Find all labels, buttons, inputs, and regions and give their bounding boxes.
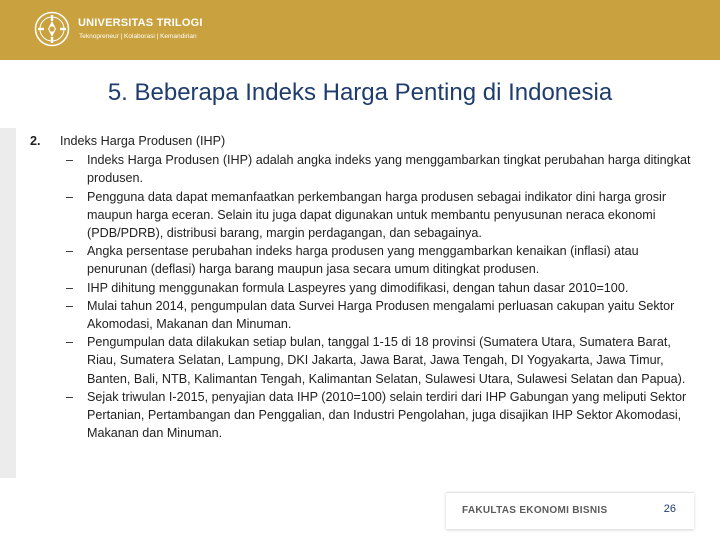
dash-marker: – <box>66 244 74 259</box>
bullet-text: Indeks Harga Produsen (IHP) adalah angka indeks yang menggambarkan tingkat perubahan harga ditingkat produsen. <box>87 153 691 186</box>
bullet-list <box>26 151 698 442</box>
bullet-text: Sejak triwulan I-2015, penyajian data IHP (2010=100) selain terdiri dari IHP Gabungan yang meliputi Sektor Pertanian, Pertambangan dan Penggalian, dan Industri Pengolahan, juga disajikan IHP Sektor Akomodasi, Makanan dan Minuman. <box>87 389 687 441</box>
section-item <box>26 132 698 150</box>
list-item <box>26 279 698 297</box>
list-item <box>26 151 698 187</box>
page-number: 26 <box>663 503 676 515</box>
dash-marker: – <box>66 298 74 313</box>
section-heading: Indeks Harga Produsen (IHP) <box>60 134 226 148</box>
list-item <box>26 388 698 443</box>
list-item <box>26 297 698 333</box>
list-item <box>26 242 698 278</box>
dash-marker: – <box>66 389 74 404</box>
slide-content <box>26 132 698 442</box>
bullet-text: Mulai tahun 2014, pengumpulan data Survei Harga Produsen mengalami perluasan cakupan yaitu Sektor Akomodasi, Makanan dan Minuman. <box>87 298 675 332</box>
bullet-text: IHP dihitung menggunakan formula Laspeyres yang dimodifikasi, dengan tahun dasar 2010=100. <box>87 280 629 295</box>
list-item <box>26 333 698 388</box>
institution-tagline: Teknopreneur | Kolaborasi | Kemandirian <box>79 33 197 40</box>
dash-marker: – <box>66 189 74 204</box>
list-item <box>26 188 698 243</box>
faculty-name: FAKULTAS EKONOMI BISNIS <box>462 505 608 516</box>
slide-title: 5. Beberapa Indeks Harga Penting di Indonesia <box>107 79 613 106</box>
dash-marker: – <box>66 280 74 295</box>
bullet-text: Angka persentase perubahan indeks harga produsen yang menggambarkan kenaikan (inflasi) atau penurunan (deflasi) harga barang maupun jasa secara umum ditingkat produsen. <box>87 244 639 277</box>
bullet-text: Pengguna data dapat memanfaatkan perkembangan harga produsen sebagai indikator dini harga grosir maupun harga eceran. Selain itu juga dapat digunakan untuk membantu penyusunan neraca ekonomi (PDB/PDRB), distribusi barang, margin perdagangan, dan sebagainya. <box>87 189 667 241</box>
bullet-text: Pengumpulan data dilakukan setiap bulan, tanggal 1-15 di 18 provinsi (Sumatera Utara, Sumatera Barat, Riau, Sumatera Selatan, Lampung, DKI Jakarta, Jawa Barat, Jawa Tengah, DI Yogyakarta, Jawa Timur, Banten, Bali, NTB, Kalimantan Tengah, Kalimantan Selatan, Sulawesi Utara, Sulawesi Selatan dan Papua). <box>87 335 686 386</box>
dash-marker: – <box>66 153 74 168</box>
left-accent-bar <box>0 128 16 478</box>
dash-marker: – <box>66 335 74 350</box>
section-number: 2. <box>30 134 41 148</box>
footer-box <box>446 492 694 529</box>
header-bar <box>0 0 720 60</box>
institution-name: UNIVERSITAS TRILOGI <box>78 17 203 29</box>
university-emblem-icon <box>34 11 70 47</box>
